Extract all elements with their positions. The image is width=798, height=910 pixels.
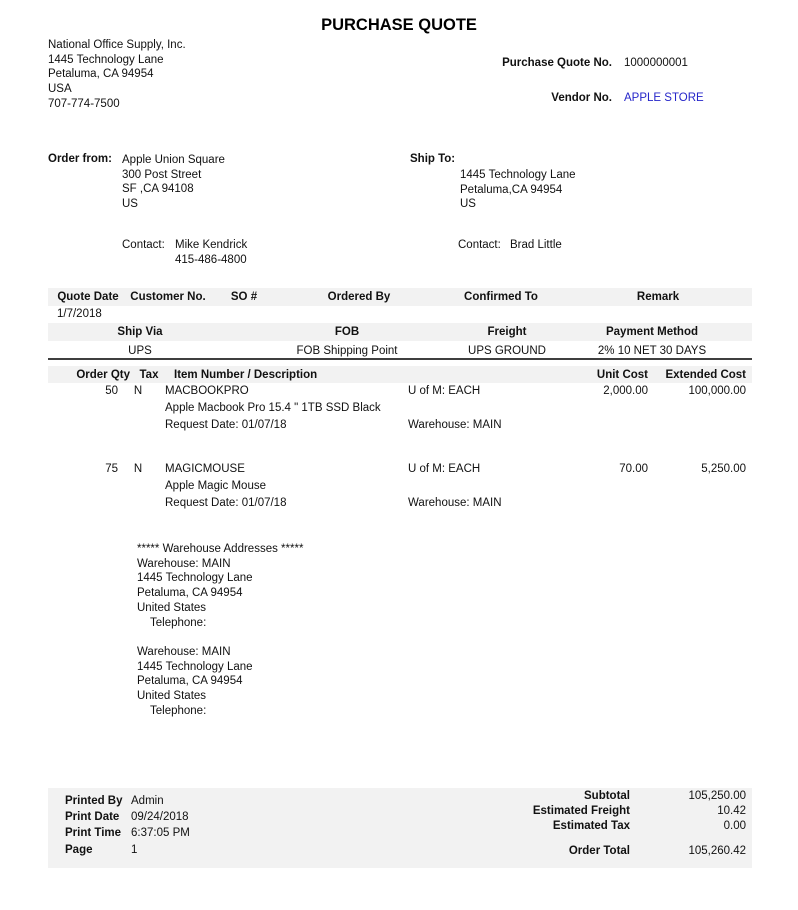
subtotal-label: Subtotal: [584, 790, 630, 802]
company-phone: 707-774-7500: [48, 97, 120, 110]
header-freight: Freight: [487, 326, 527, 338]
item-request-date: Request Date: 01/07/18: [165, 419, 287, 431]
order-from-label: Order from:: [48, 153, 112, 165]
print-time-value: 6:37:05 PM: [131, 827, 190, 839]
ship-to-line2: Petaluma,CA 94954: [460, 183, 563, 196]
company-country: USA: [48, 83, 72, 96]
quote-date-value: 1/7/2018: [57, 308, 102, 320]
warehouse-addresses-section: [137, 542, 303, 718]
order-from-contact-name: Mike Kendrick: [175, 239, 248, 251]
header-unit-cost: Unit Cost: [596, 368, 648, 381]
item-qty: 50: [105, 385, 118, 397]
spacer: [137, 630, 303, 645]
header-ordered-by: Ordered By: [327, 291, 391, 303]
item-number: MAGICMOUSE: [165, 463, 245, 475]
item-row-macbookpro: [0, 385, 798, 437]
item-row-magicmouse: [0, 463, 798, 515]
header-tax: Tax: [139, 368, 159, 381]
item-uofm: U of M: EACH: [408, 385, 481, 397]
header-item-description: Item Number / Description: [174, 368, 318, 381]
header-customer-no: Customer No.: [130, 291, 206, 303]
printed-by-label: Printed By: [65, 795, 123, 807]
item-number: MACBOOKPRO: [165, 385, 249, 397]
order-from-address: [122, 153, 225, 212]
header-ship-via: Ship Via: [117, 326, 163, 338]
item-unit-cost: 2,000.00: [603, 385, 648, 397]
print-time-label: Print Time: [65, 827, 122, 839]
quote-info-header-row: [48, 288, 752, 306]
warehouse-telephone: Telephone:: [150, 704, 207, 717]
ship-to-address: [460, 168, 576, 212]
warehouse-address1: 1445 Technology Lane: [137, 572, 253, 585]
warehouse-section-title: ***** Warehouse Addresses *****: [137, 543, 304, 555]
warehouse-address1: 1445 Technology Lane: [137, 660, 253, 673]
ship-to-line1: 1445 Technology Lane: [460, 169, 576, 181]
print-date-label: Print Date: [65, 811, 120, 823]
order-from-line4: US: [122, 198, 138, 211]
order-total-value: 105,260.42: [688, 845, 746, 857]
items-divider-rule: [48, 358, 752, 360]
order-from-line3: SF ,CA 94108: [122, 183, 194, 196]
items-header-row: [48, 366, 752, 383]
company-address1: 1445 Technology Lane: [48, 53, 164, 66]
item-warehouse: Warehouse: MAIN: [408, 419, 502, 431]
shipping-info-value-row: [48, 343, 752, 359]
item-description: Apple Magic Mouse: [165, 480, 266, 492]
item-request-date: Request Date: 01/07/18: [165, 497, 287, 509]
estimated-tax-value: 0.00: [723, 820, 746, 832]
ship-via-value: UPS: [128, 345, 152, 357]
ship-to-line3: US: [460, 198, 476, 211]
header-confirmed-to: Confirmed To: [464, 291, 538, 303]
order-from-contact-phone: 415-486-4800: [175, 254, 247, 266]
ship-to-contact-label: Contact:: [458, 239, 501, 251]
quote-no-value: 1000000001: [624, 57, 688, 69]
item-tax: N: [133, 463, 143, 475]
shipping-info-header-row: [48, 323, 752, 341]
estimated-freight-label: Estimated Freight: [532, 805, 630, 817]
order-total-label: Order Total: [568, 845, 630, 857]
header-payment-method: Payment Method: [605, 326, 698, 338]
item-extended-cost: 100,000.00: [688, 385, 746, 397]
header-remark: Remark: [636, 291, 680, 303]
order-from-line2: 300 Post Street: [122, 168, 202, 181]
ship-to-label: Ship To:: [410, 153, 456, 165]
warehouse-country: United States: [137, 690, 207, 703]
header-quote-date: Quote Date: [57, 291, 119, 303]
page-number-value: 1: [131, 844, 138, 856]
warehouse-country: United States: [137, 601, 207, 614]
fob-value: FOB Shipping Point: [296, 345, 398, 357]
item-warehouse: Warehouse: MAIN: [408, 497, 502, 509]
item-extended-cost: 5,250.00: [701, 463, 746, 475]
item-uofm: U of M: EACH: [408, 463, 481, 475]
subtotal-value: 105,250.00: [688, 790, 746, 802]
page-number-label: Page: [65, 844, 93, 856]
company-address-block: [48, 38, 186, 112]
vendor-no-value: APPLE STORE: [624, 92, 704, 104]
warehouse-telephone: Telephone:: [150, 616, 207, 629]
order-from-contact-label: Contact:: [122, 239, 165, 251]
warehouse-name: Warehouse: MAIN: [137, 557, 231, 570]
payment-method-value: 2% 10 NET 30 DAYS: [597, 345, 707, 357]
page-title: PURCHASE QUOTE: [321, 16, 477, 34]
estimated-freight-value: 10.42: [717, 805, 746, 817]
warehouse-address2: Petaluma, CA 94954: [137, 587, 243, 600]
company-address2: Petaluma, CA 94954: [48, 68, 154, 81]
print-date-value: 09/24/2018: [131, 811, 189, 823]
item-description: Apple Macbook Pro 15.4 " 1TB SSD Black: [165, 402, 381, 414]
footer-summary-box: [48, 788, 752, 868]
item-tax: N: [133, 385, 143, 397]
header-fob: FOB: [334, 326, 360, 338]
quote-no-label: Purchase Quote No.: [502, 57, 612, 69]
warehouse-name: Warehouse: MAIN: [137, 645, 231, 658]
header-extended-cost: Extended Cost: [665, 368, 746, 381]
freight-value: UPS GROUND: [468, 345, 546, 357]
ship-to-contact-name: Brad Little: [510, 239, 562, 251]
header-so-number: SO #: [230, 291, 258, 303]
vendor-no-label: Vendor No.: [551, 92, 612, 104]
estimated-tax-label: Estimated Tax: [552, 820, 630, 832]
company-name: National Office Supply, Inc.: [48, 39, 186, 51]
item-qty: 75: [105, 463, 118, 475]
printed-by-value: Admin: [131, 795, 164, 807]
order-from-line1: Apple Union Square: [122, 154, 225, 166]
warehouse-address2: Petaluma, CA 94954: [137, 675, 243, 688]
item-unit-cost: 70.00: [619, 463, 648, 475]
header-order-qty: Order Qty: [76, 368, 130, 381]
